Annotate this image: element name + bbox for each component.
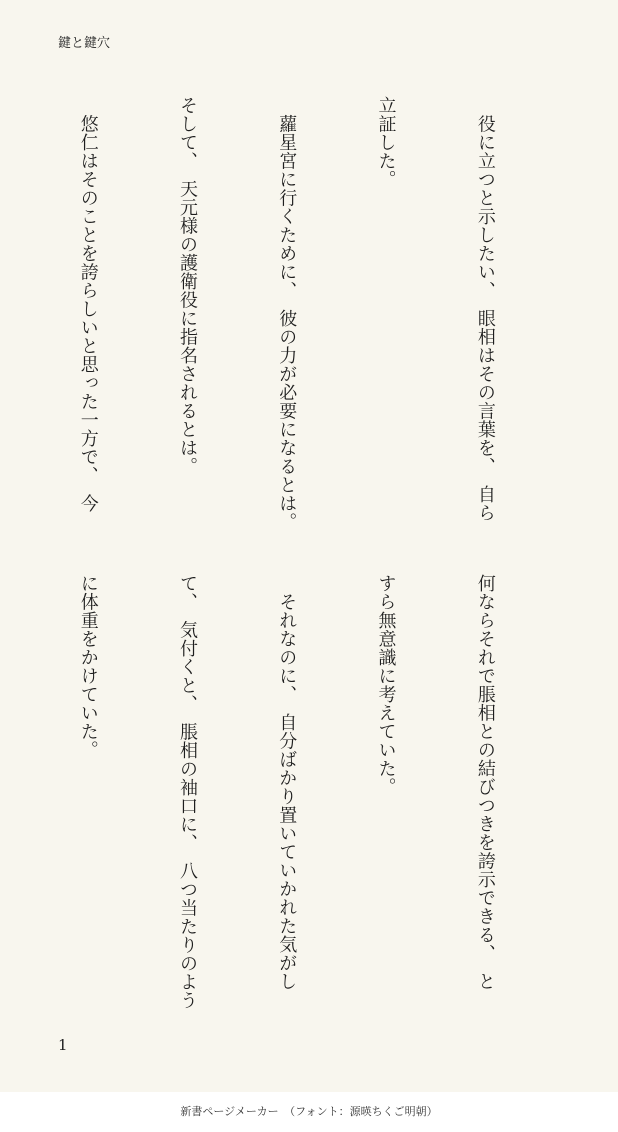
page-number: 1 — [58, 1036, 68, 1054]
lower-text-block — [48, 574, 568, 1010]
upper-text-block — [48, 96, 568, 531]
text-line: に体重をかけていた。 — [77, 574, 99, 759]
text-line: 悠仁はそのことを誇らしいと思った一方で、 今 — [77, 96, 99, 513]
text-line: 役に立つと示したい、 眼相はその言葉を、 自ら — [474, 96, 496, 522]
text-line: すら無意識に考えていた。 — [375, 574, 397, 796]
text-line: て、 気付くと、 脹相の袖口に、 八つ当たりのよう — [176, 574, 198, 1010]
text-line — [0, 96, 5, 528]
running-head-title: 鍵と鍵穴 — [58, 36, 111, 51]
text-line: 蘿星宮に行くために、 彼の力が必要になるとは。 — [276, 96, 298, 531]
text-line: 立証した。 — [375, 96, 397, 189]
text-line: そして、 天元様の護衛役に指名されるとは。 — [176, 96, 198, 476]
footer-credit: 新書ページメーカー （フォント：源暎ちくご明朝） — [0, 1092, 618, 1132]
text-line: それなのに、 自分ばかり置いていかれた気がし — [276, 574, 298, 991]
text-line: 何ならそれで脹相との結びつきを誇示できる、 と — [474, 574, 496, 991]
